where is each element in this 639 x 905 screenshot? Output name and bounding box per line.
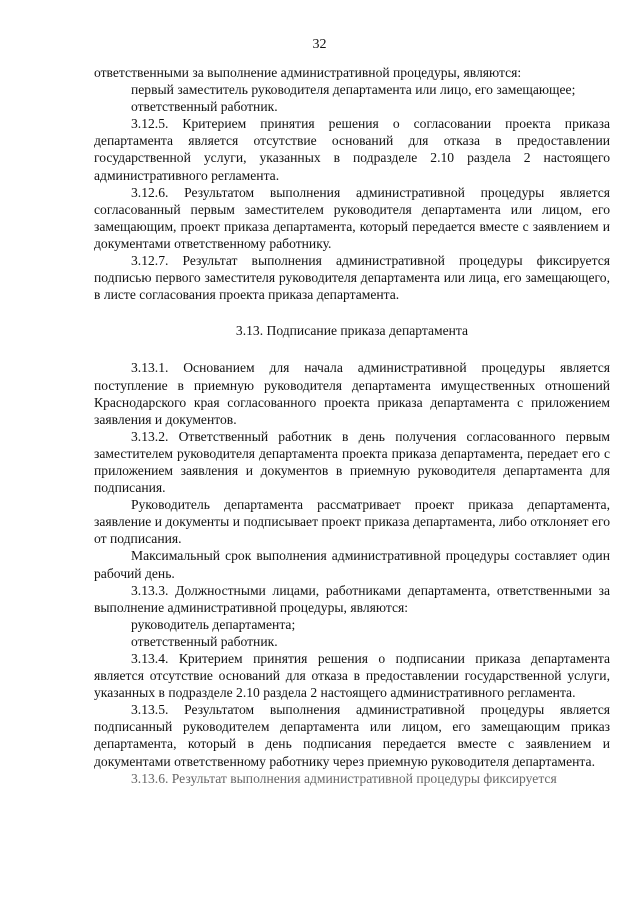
paragraph: 3.12.6. Результатом выполнения административной процедуры является согласованный первым заместителем руководителя департамента или лицом, его замещающим, проект приказа департамента, который передается вместе с заявлением и документами ответственному работнику.	[94, 184, 610, 251]
paragraph: 3.13.4. Критерием принятия решения о подписании приказа департамента является отсутствие оснований для отказа в предоставлении государственной услуги, указанных в подразделе 2.10 раздела 2 настоящего административного регламента.	[94, 651, 610, 701]
paragraph: 3.13.6. Результат выполнения административной процедуры фиксируется	[131, 770, 557, 786]
paragraph: Максимальный срок выполнения административной процедуры составляет один рабочий день.	[94, 548, 610, 581]
section-heading: 3.13. Подписание приказа департамента	[235, 323, 469, 339]
paragraph: 3.13.1. Основанием для начала административной процедуры является поступление в приемную руководителя департамента имущественных отношений Краснодарского края согласованного проекта приказа департамента с приложением заявления и документов.	[94, 360, 610, 427]
paragraph: 3.13.5. Результатом выполнения административной процедуры является подписанный руководителем департамента или лицом, его замещающим приказ департамента, который в день подписания передается вместе с заявлением и документами ответственному работнику через приемную руководителя департамента.	[94, 702, 610, 769]
paragraph: 3.13.3. Должностными лицами, работниками департамента, ответственными за выполнение административной процедуры, являются:	[94, 582, 610, 615]
paragraph: 3.13.2. Ответственный работник в день получения согласованного первым заместителем руководителя департамента проекта приказа департамента, передает его с приложением заявления и документов в приемную руководителя департамента для подписания.	[94, 428, 610, 496]
paragraph: первый заместитель руководителя департамента или лицо, его замещающее;	[131, 82, 576, 98]
paragraph: ответственными за выполнение административной процедуры, являются:	[94, 65, 522, 80]
paragraph: руководитель департамента;	[131, 616, 296, 632]
page-number: 32	[312, 37, 327, 52]
paragraph: 3.12.5. Критерием принятия решения о согласовании проекта приказа департамента является отсутствие оснований для отказа в предоставлении государственной услуги, указанных в подразделе 2.10 раздела 2 настоящего административного регламента.	[94, 116, 610, 183]
paragraph: Руководитель департамента рассматривает проект приказа департамента, заявление и документы и подписывает проект приказа департамента, либо отклоняет его от подписания.	[94, 497, 610, 547]
paragraph: ответственный работник.	[131, 633, 278, 649]
paragraph: ответственный работник.	[131, 99, 278, 115]
document-body	[94, 64, 610, 787]
paragraph: 3.12.7. Результат выполнения административной процедуры фиксируется подписью первого заместителя руководителя департамента или лица, его замещающего, в листе согласования проекта приказа департамента.	[94, 253, 610, 303]
